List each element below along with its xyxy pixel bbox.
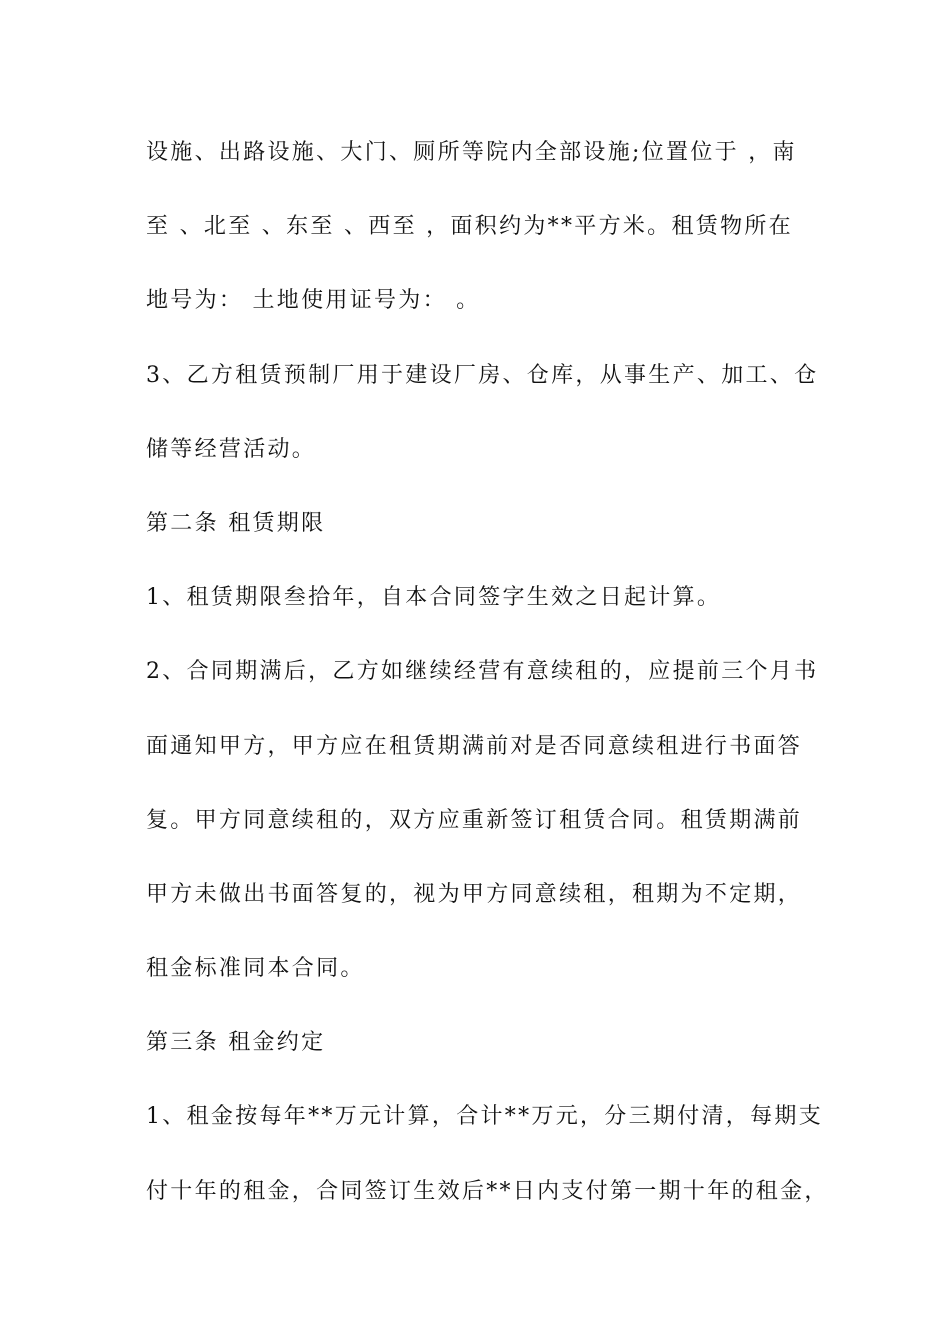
text-line: 复。甲方同意续租的，双方应重新签订租赁合同。租赁期满前 [146, 807, 803, 833]
section-heading: 第二条 租赁期限 [146, 510, 326, 536]
text-line: 至 、北至 、东至 、西至 ，面积约为**平方米。租赁物所在 [146, 214, 793, 240]
text-line: 3、乙方租赁预制厂用于建设厂房、仓库，从事生产、加工、仓 [146, 362, 819, 388]
text-line: 付十年的租金，合同签订生效后**日内支付第一期十年的租金， [146, 1178, 829, 1204]
text-line: 设施、出路设施、大门、厕所等院内全部设施;位置位于 ，南 [146, 140, 797, 165]
text-line: 1、租金按每年**万元计算，合计**万元，分三期付清，每期支 [146, 1104, 823, 1130]
contract-text [146, 124, 829, 1237]
text-line: 2、合同期满后，乙方如继续经营有意续租的，应提前三个月书 [146, 659, 819, 685]
text-line: 地号为： 土地使用证号为： 。 [146, 288, 481, 314]
text-line: 租金标准同本合同。 [146, 956, 365, 982]
section-heading: 第三条 租金约定 [146, 1030, 326, 1056]
text-line: 1、租赁期限叁拾年，自本合同签字生效之日起计算。 [146, 585, 722, 611]
text-line: 储等经营活动。 [146, 436, 317, 462]
text-line: 面通知甲方，甲方应在租赁期满前对是否同意续租进行书面答 [146, 733, 803, 759]
text-line: 甲方未做出书面答复的，视为甲方同意续租，租期为不定期， [146, 881, 803, 907]
